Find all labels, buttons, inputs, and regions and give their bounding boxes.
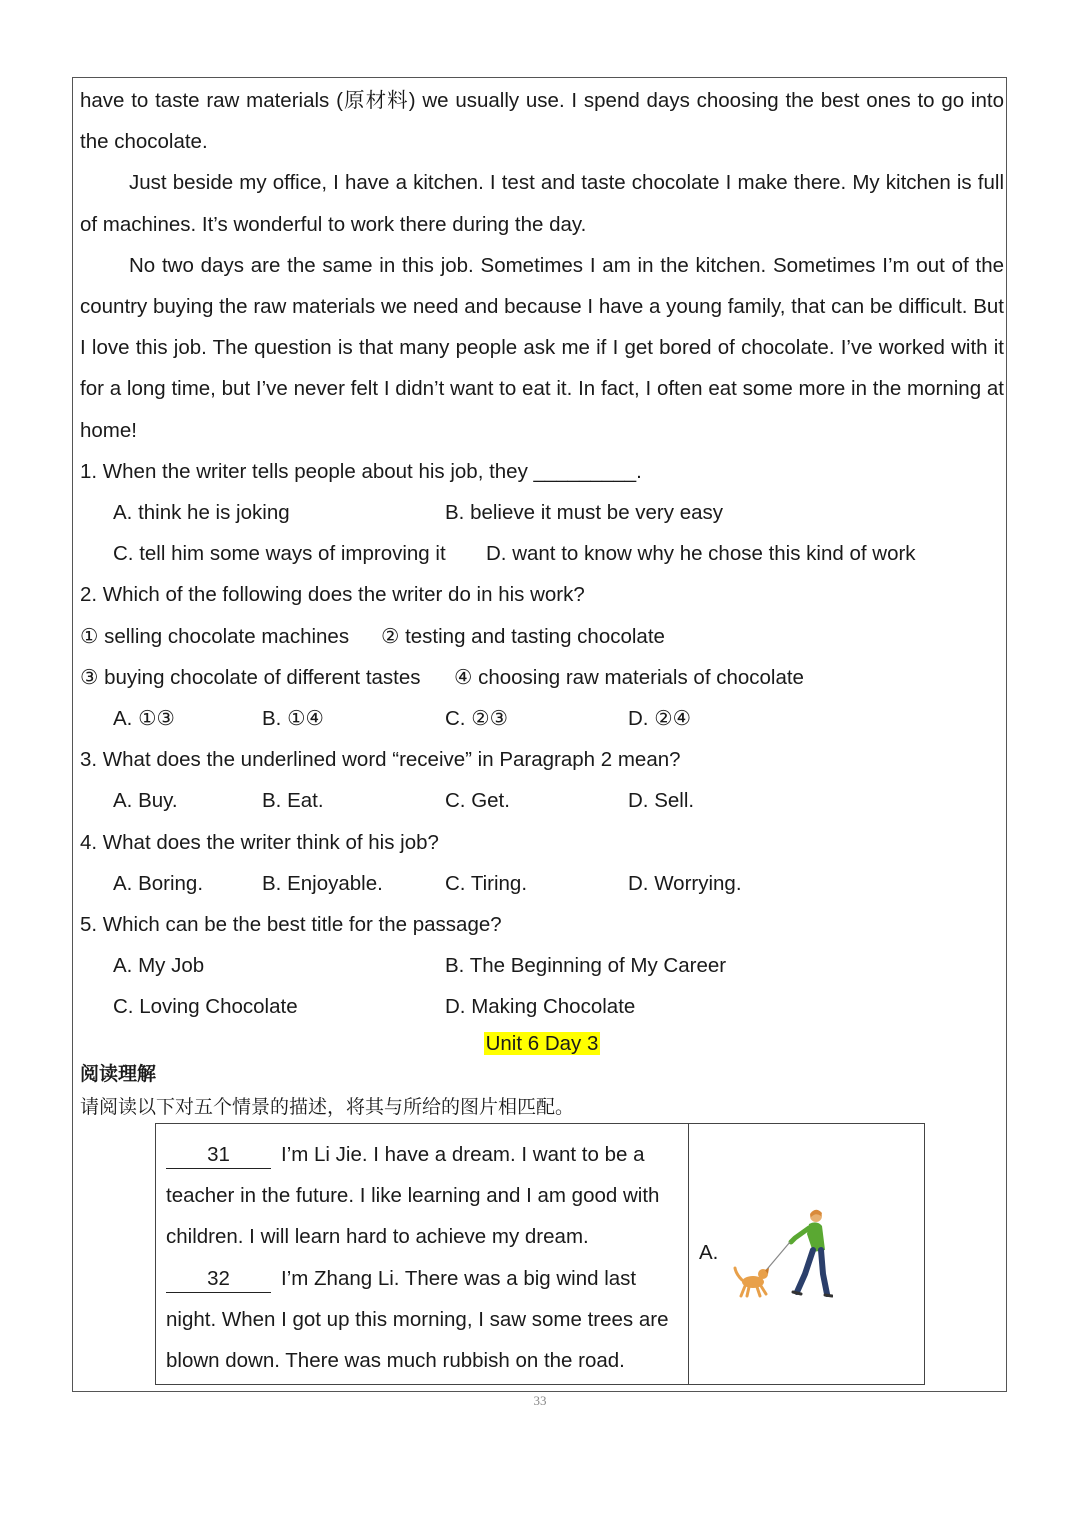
reading-content [80, 80, 1004, 1126]
matching-descriptions [156, 1124, 689, 1384]
question-2-stem: 2. Which of the following does the writer do in his work? [80, 583, 585, 607]
matching-item [166, 1258, 680, 1382]
option-d: D. ②④ [628, 706, 691, 730]
question-1-options-row [80, 492, 1004, 533]
question-5-stem: 5. Which can be the best title for the passage? [80, 912, 502, 936]
question-5-options-row [80, 986, 1004, 1027]
option-d: D. want to know why he chose this kind of work [486, 542, 916, 566]
option-a: A. think he is joking [113, 501, 290, 525]
question-3-options-row [80, 780, 1004, 821]
option-d: D. Worrying. [628, 871, 742, 895]
question-2-options-row [80, 698, 1004, 739]
person-walking-dog-icon [733, 1204, 833, 1304]
matching-item [166, 1134, 680, 1258]
option-c: C. ②③ [445, 706, 508, 730]
option-a: A. ①③ [113, 706, 175, 730]
question-1-options-row [80, 533, 1004, 574]
matching-table [155, 1123, 925, 1385]
question-2-choices-row [80, 616, 1004, 657]
option-d: D. Making Chocolate [445, 995, 636, 1019]
question-3-stem: 3. What does the underlined word “receive” in Paragraph 2 mean? [80, 748, 681, 772]
choice-4: ④ choosing raw materials of chocolate [454, 665, 804, 689]
option-c: C. tell him some ways of improving it [113, 542, 446, 566]
choice-2: ② testing and tasting chocolate [381, 624, 665, 648]
section-label: 阅读理解 [80, 1062, 157, 1085]
option-c: C. Loving Chocolate [113, 995, 298, 1019]
option-b: B. Enjoyable. [262, 871, 383, 895]
matching-item-text: I’m Zhang Li. There was a big wind last night. When I got up this morning, I saw some trees are blown down. There was much rubbish on the road. [166, 1266, 669, 1373]
question-4-stem: 4. What does the writer think of his job? [80, 830, 439, 854]
option-b: B. ①④ [262, 706, 324, 730]
unit-heading-line [80, 1030, 1004, 1060]
option-c: C. Get. [445, 789, 510, 813]
option-c: C. Tiring. [445, 871, 528, 895]
question-4-options-row [80, 863, 1004, 904]
question-5-options-row [80, 945, 1004, 986]
matching-item-text: I’m Li Jie. I have a dream. I want to be a teacher in the future. I like learning and I am good with children. I will learn hard to achieve my dream. [166, 1143, 660, 1249]
option-d: D. Sell. [628, 789, 695, 813]
matching-picture-cell [689, 1124, 924, 1384]
passage-paragraph: have to taste raw materials (原材料) we usually use. I spend days choosing the best ones to go into the chocolate. [80, 89, 1004, 154]
answer-blank-32[interactable]: 32 [166, 1266, 271, 1293]
unit-heading: Unit 6 Day 3 [485, 1031, 599, 1055]
option-b: B. The Beginning of My Career [445, 954, 727, 978]
option-b: B. Eat. [262, 789, 324, 813]
question-1-stem: 1. When the writer tells people about his job, they _________. [80, 459, 642, 483]
question-2-choices-row [80, 657, 1004, 698]
option-a: A. Boring. [113, 871, 204, 895]
answer-blank-31[interactable]: 31 [166, 1142, 271, 1169]
option-a: A. Buy. [113, 789, 178, 813]
choice-1: ① selling chocolate machines [80, 624, 350, 648]
choice-3: ③ buying chocolate of different tastes [80, 665, 421, 689]
picture-option-label: A. [699, 1241, 719, 1264]
passage-paragraph: No two days are the same in this job. Sometimes I am in the kitchen. Sometimes I’m out of the country buying the raw materials we need and because I have a young family, that can be difficult. But I love this job. The question is that many people ask me if I get bored of chocolate. I’ve worked with it for a long time, but I’ve never felt I didn’t want to eat it. In fact, I often eat some more in the morning at home! [80, 253, 1004, 442]
passage-paragraph: Just beside my office, I have a kitchen. I test and taste chocolate I make there. My kitchen is full of machines. It’s wonderful to work there during the day. [80, 171, 1004, 236]
instruction-text: 请阅读以下对五个情景的描述，将其与所给的图片相匹配。 [80, 1095, 575, 1118]
option-b: B. believe it must be very easy [445, 501, 724, 525]
page-number: 33 [533, 1393, 547, 1408]
option-a: A. My Job [113, 954, 205, 978]
